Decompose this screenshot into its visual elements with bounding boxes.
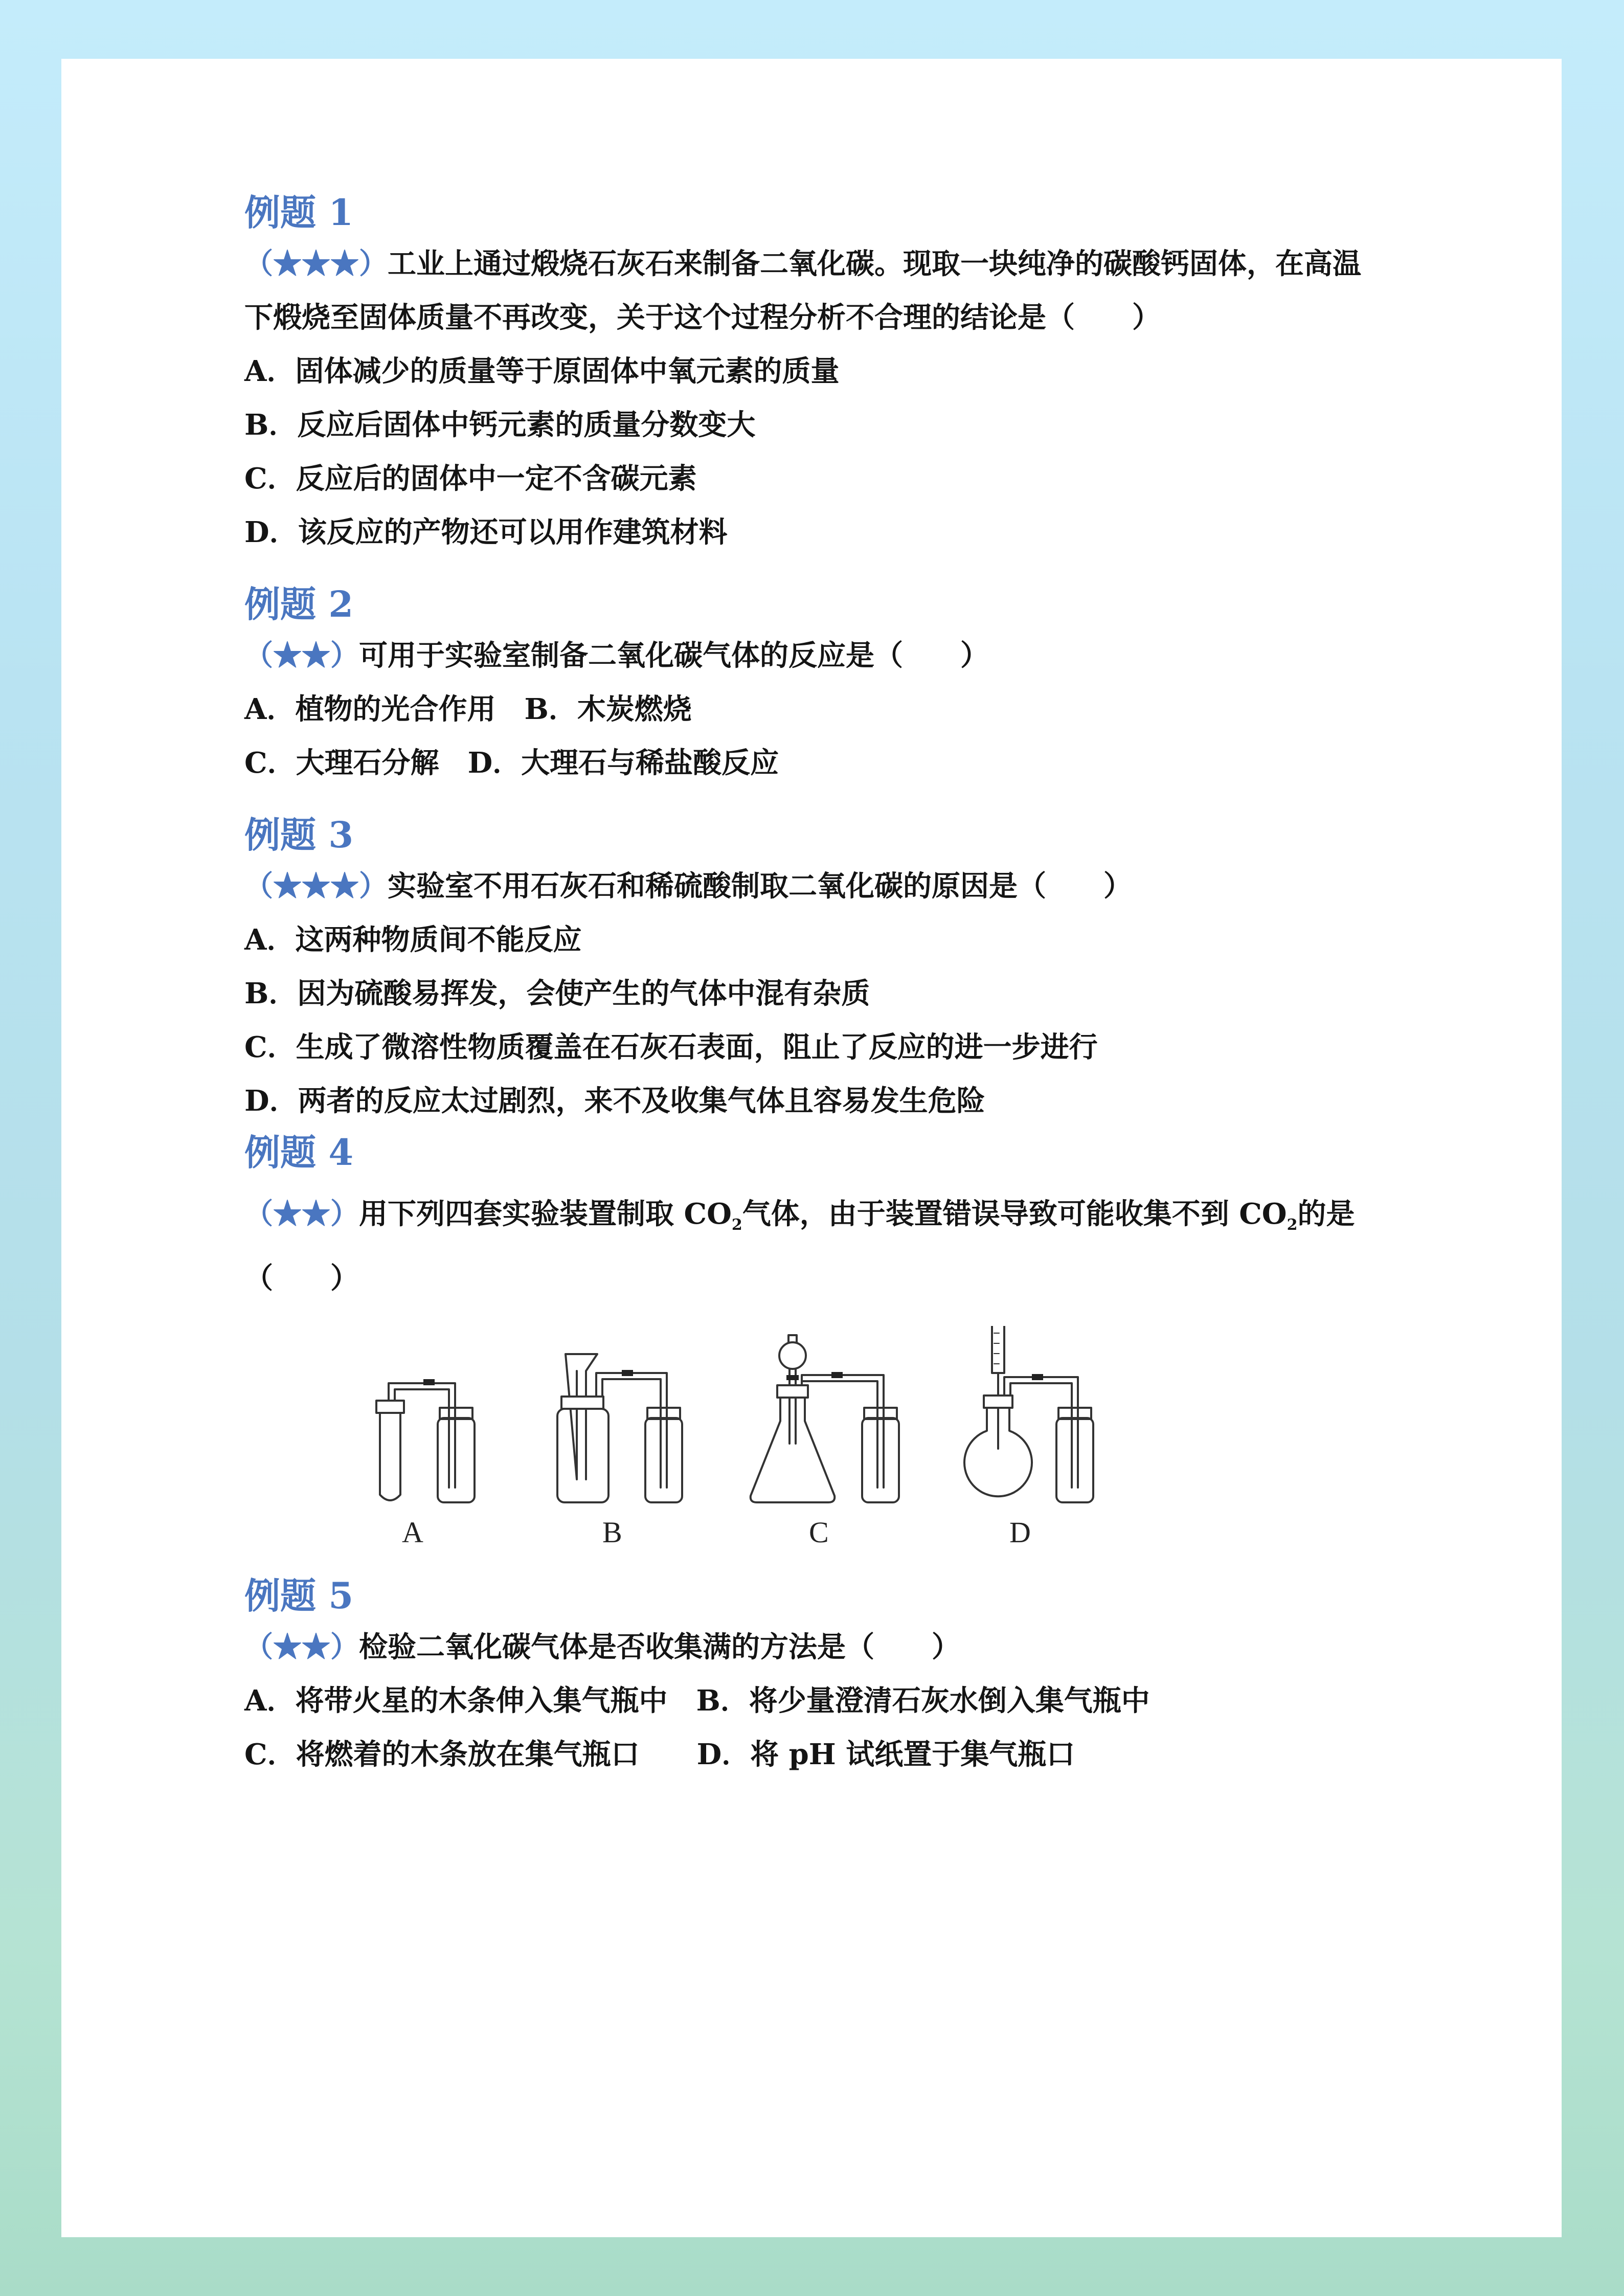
label-a: A: [402, 1516, 423, 1549]
q1-stem-line-2: 下煅烧至固体质量不再改变，关于这个过程分析不合理的结论是（ ）: [244, 301, 1161, 334]
q1-title: 例题 1: [244, 191, 354, 234]
q2-options-row-2[interactable]: C．大理石分解 D．大理石与稀盐酸反应: [244, 746, 779, 780]
q4-stem: [244, 1187, 1410, 1252]
q4-subscript-2: 2: [1287, 1216, 1298, 1234]
q5-difficulty: （★★）: [244, 1630, 359, 1664]
d-stopper: [984, 1395, 1012, 1408]
c-funnel-bulb: [779, 1342, 806, 1369]
q3-option-b[interactable]: B．因为硫酸易挥发，会使产生的气体中混有杂质: [244, 977, 870, 1010]
label-d: D: [1009, 1516, 1031, 1549]
label-c: C: [809, 1516, 829, 1549]
q5-title: 例题 5: [244, 1574, 354, 1617]
apparatus-d: [964, 1326, 1093, 1502]
q3-stem-text: 实验室不用石灰石和稀硫酸制取二氧化碳的原因是（ ）: [388, 869, 1132, 903]
q1-option-a[interactable]: A．固体减少的质量等于原固体中氧元素的质量: [244, 354, 840, 388]
q2-options-row-1[interactable]: A．植物的光合作用 B．木炭燃烧: [244, 692, 692, 726]
q4-title: 例题 4: [244, 1131, 354, 1174]
q2-title: 例题 2: [244, 583, 354, 625]
q5-options-row-1[interactable]: A．将带火星的木条伸入集气瓶中 B．将少量澄清石灰水倒入集气瓶中: [244, 1684, 1150, 1718]
c-tube-joint: [831, 1372, 843, 1378]
c-delivery-tube: [802, 1375, 884, 1419]
apparatus-figure: [244, 1326, 1410, 1561]
q4-answer-paren: （ ）: [244, 1262, 359, 1296]
q1-stem-line-1: [244, 237, 1410, 291]
q1-option-c[interactable]: C．反应后的固体中一定不含碳元素: [244, 462, 697, 496]
d-collection-tube: [1072, 1419, 1078, 1488]
label-b: B: [602, 1516, 622, 1549]
q2-stem: [244, 629, 1410, 683]
q3-stem: [244, 860, 1410, 913]
c-collection-tube: [877, 1419, 884, 1488]
a-collection-tube: [449, 1419, 455, 1488]
d-syringe-marks: [994, 1333, 999, 1364]
c-gas-bottle: [862, 1418, 899, 1502]
q4-difficulty: （★★）: [244, 1197, 359, 1231]
q1-stem-text-1: 工业上通过煅烧石灰石来制备二氧化碳。现取一块纯净的碳酸钙固体，在高温: [388, 247, 1361, 281]
a-tube-joint: [423, 1379, 435, 1385]
q3-option-a[interactable]: A．这两种物质间不能反应: [244, 923, 582, 957]
b-bottle: [557, 1409, 608, 1502]
apparatus-b: [557, 1354, 682, 1502]
q5-stem-text: 检验二氧化碳气体是否收集满的方法是（ ）: [359, 1630, 960, 1664]
q1-difficulty: （★★★）: [244, 247, 388, 281]
q4-stem-text-c: 的是: [1297, 1197, 1355, 1231]
q5-options-row-2[interactable]: C．将燃着的木条放在集气瓶口 D．将 pH 试纸置于集气瓶口: [244, 1738, 1075, 1772]
c-stopper: [777, 1385, 808, 1398]
worksheet-content: [244, 188, 1410, 1782]
q5-stem: [244, 1620, 1410, 1674]
q2-difficulty: （★★）: [244, 639, 359, 672]
b-stopper: [561, 1397, 603, 1409]
apparatus-a: [376, 1379, 475, 1502]
q4-stem-text-a: 用下列四套实验装置制取 CO: [359, 1197, 732, 1231]
q3-difficulty: （★★★）: [244, 869, 388, 903]
a-test-tube: [380, 1412, 400, 1500]
b-funnel: [566, 1354, 597, 1479]
q3-title: 例题 3: [244, 814, 354, 856]
d-delivery-tube: [1004, 1377, 1078, 1419]
q3-option-c[interactable]: C．生成了微溶性物质覆盖在石灰石表面，阻止了反应的进一步进行: [244, 1030, 1098, 1064]
q1-option-b[interactable]: B．反应后固体中钙元素的质量分数变大: [244, 408, 756, 442]
c-funnel-top: [788, 1335, 797, 1342]
b-collection-tube: [661, 1419, 667, 1488]
d-tube-joint: [1032, 1374, 1043, 1380]
q4-stem-text-b: 气体，由于装置错误导致可能收集不到 CO: [742, 1197, 1287, 1231]
b-gas-bottle: [645, 1418, 682, 1502]
q1-option-d[interactable]: D．该反应的产物还可以用作建筑材料: [244, 515, 728, 549]
c-stopcock: [786, 1375, 799, 1380]
b-tube-joint: [622, 1370, 633, 1376]
q4-subscript-1: 2: [731, 1216, 742, 1234]
q3-option-d[interactable]: D．两者的反应太过剧烈，来不及收集气体且容易发生危险: [244, 1084, 985, 1118]
a-stopper: [376, 1401, 404, 1413]
apparatus-c: [751, 1335, 899, 1502]
d-gas-bottle: [1056, 1418, 1093, 1502]
c-conical-flask: [751, 1398, 835, 1502]
q2-stem-text: 可用于实验室制备二氧化碳气体的反应是（ ）: [359, 639, 989, 672]
